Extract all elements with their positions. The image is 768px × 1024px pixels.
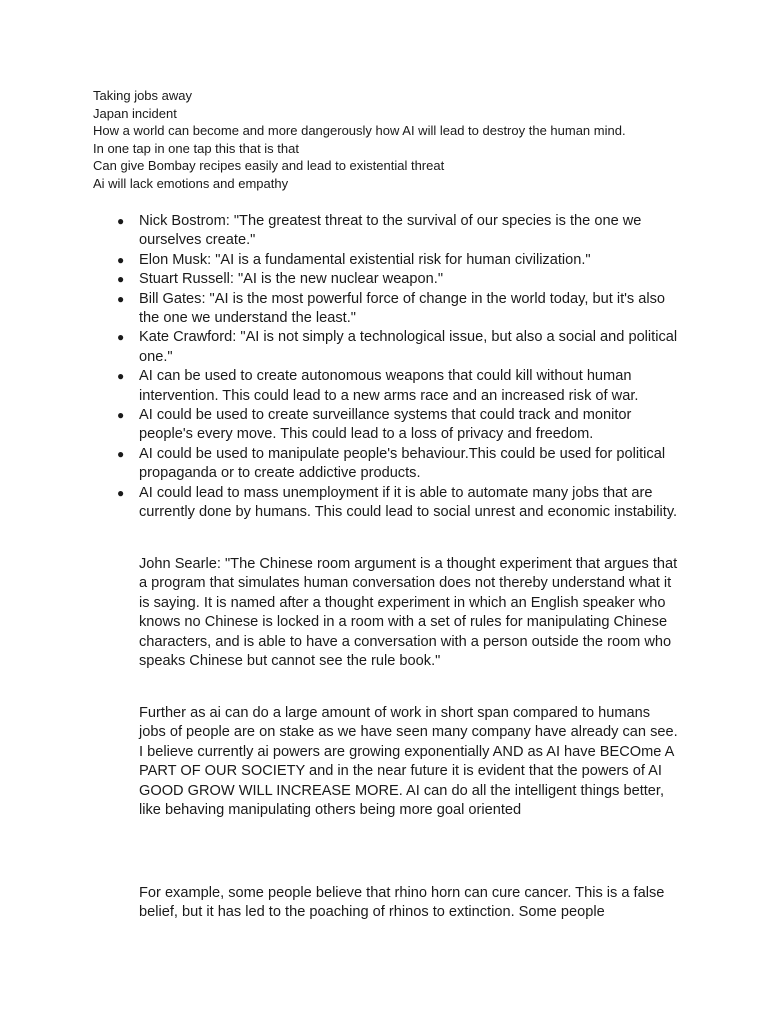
list-item-text: Kate Crawford: "AI is not simply a technological issue, but also a social and political one."	[139, 329, 678, 365]
list-item-text: Elon Musk: "AI is a fundamental existential risk for human civilization."	[139, 251, 591, 268]
bullet-icon: ●	[117, 252, 125, 267]
list-item	[117, 290, 679, 329]
further-paragraph: Further as ai can do a large amount of work in short span compared to humans jobs of people are on stake as we have seen many company have already can see. I believe currently ai powers are growing exponentially AND as AI have BECOme A PART OF OUR SOCIETY and in the near future it is evident that the powers of AI GOOD GROW WILL INCREASE MORE. AI can do all the intelligent things better, like behaving manipulating others being more goal oriented	[139, 705, 678, 819]
list-item-text: AI could be used to manipulate people's behaviour.This could be used for political propaganda or to create addictive products.	[139, 445, 666, 482]
note-line: Ai will lack emotions and empathy	[93, 175, 289, 191]
list-item	[117, 328, 679, 367]
list-item	[117, 445, 679, 484]
list-item-text: Bill Gates: "AI is the most powerful force of change in the world today, but it's also the one we understand the least."	[139, 290, 666, 327]
list-item	[117, 251, 679, 270]
list-item-text: AI could lead to mass unemployment if it is able to automate many jobs that are currently done by humans. This could lead to social unrest and economic instability.	[139, 484, 678, 521]
searle-paragraph: John Searle: "The Chinese room argument is a thought experiment that argues that a program that simulates human conversation does not thereby understand what it is saying. It is named after a thought experiment in which an English speaker who knows no Chinese is locked in a room with a set of rules for manipulating Chinese characters, and is able to have a conversation with a person outside the room who speaks Chinese but cannot see the rule book."	[139, 556, 678, 670]
list-item	[117, 270, 679, 289]
bullet-icon: ●	[117, 291, 125, 306]
quote-bullet-list	[117, 212, 679, 523]
list-item	[117, 212, 679, 251]
note-line: How a world can become and more dangerously how AI will lead to destroy the human mind.	[93, 123, 626, 138]
list-item	[117, 484, 679, 523]
list-item-text: Stuart Russell: "AI is the new nuclear weapon."	[139, 271, 444, 288]
list-item-text: Nick Bostrom: "The greatest threat to the survival of our species is the one we ourselves create."	[139, 213, 642, 249]
note-line: Can give Bombay recipes easily and lead to existential threat	[93, 158, 445, 173]
note-line: Taking jobs away	[93, 88, 192, 103]
bullet-icon: ●	[117, 446, 125, 461]
bullet-icon: ●	[117, 330, 125, 345]
list-item	[117, 406, 679, 445]
bullet-icon: ●	[117, 272, 125, 287]
list-item	[117, 367, 679, 406]
list-item-text: AI can be used to create autonomous weapons that could kill without human intervention. This could lead to a new arms race and an increased risk of war.	[139, 368, 639, 404]
bullet-icon: ●	[117, 214, 125, 228]
note-line: In one tap in one tap this that is that	[93, 140, 299, 156]
rough-notes	[93, 87, 743, 192]
list-item-text: AI could be used to create surveillance systems that could track and monitor people's every move. This could lead to a loss of privacy and freedom.	[139, 407, 632, 443]
note-line: Japan incident	[93, 105, 177, 121]
bullet-icon: ●	[117, 485, 125, 500]
bullet-icon: ●	[117, 408, 125, 423]
example-paragraph: For example, some people believe that rhino horn can cure cancer. This is a false belief, but it has led to the poaching of rhinos to extinction. Some people	[139, 885, 665, 921]
bullet-icon: ●	[117, 369, 125, 384]
